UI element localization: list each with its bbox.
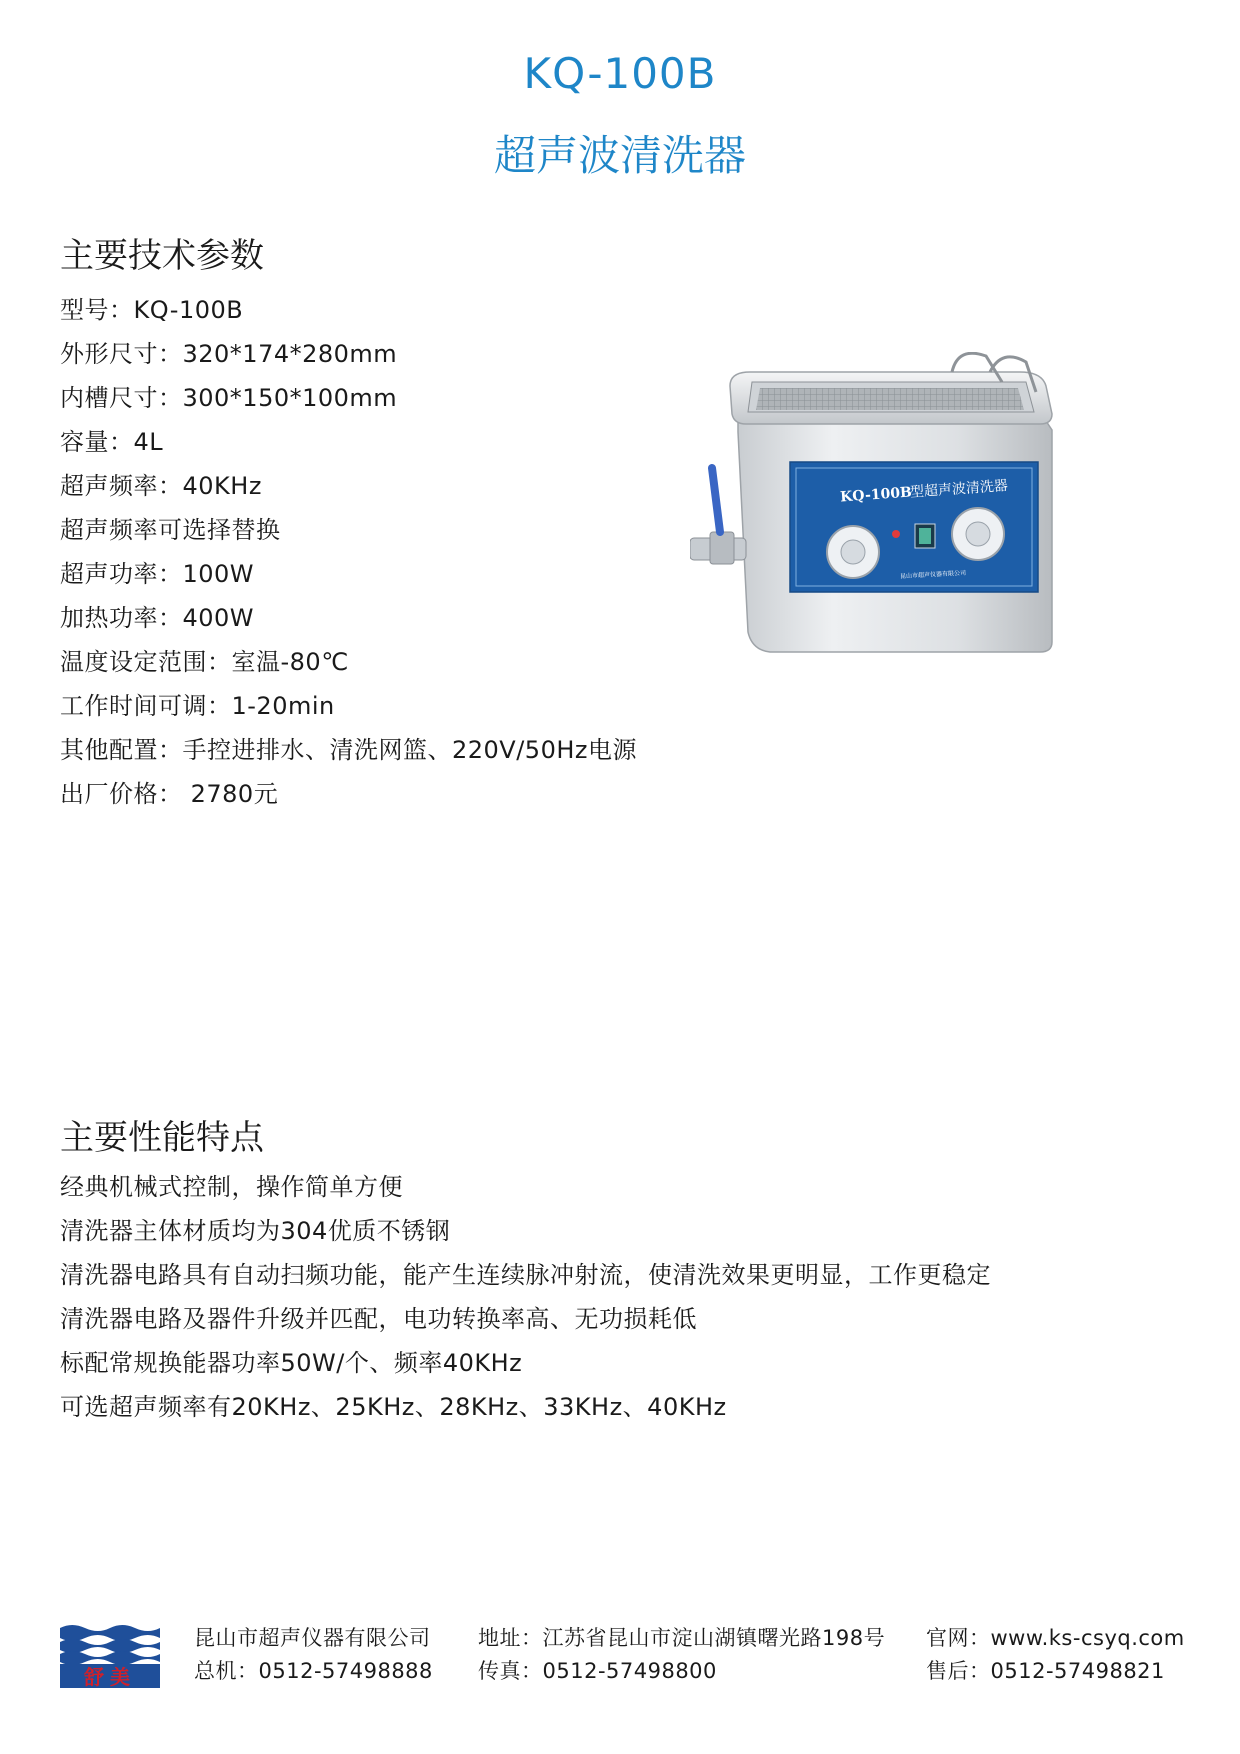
company-service-phone: 售后：0512-57498821 [926, 1659, 1165, 1683]
product-name-title: 超声波清洗器 [493, 131, 746, 180]
footer-web-column [926, 1622, 1185, 1688]
company-address: 地址：江苏省昆山市淀山湖镇曙光路198号 [478, 1626, 886, 1650]
spec-item: 超声功率：100W [60, 560, 255, 588]
feature-item: 标配常规换能器功率50W/个、频率40KHz [60, 1349, 523, 1377]
company-website: 官网：www.ks-csyq.com [926, 1626, 1185, 1650]
spec-item: 容量：4L [60, 428, 164, 456]
features-list [60, 1165, 991, 1429]
spec-item: 型号：KQ-100B [60, 296, 244, 324]
spec-item: 温度设定范围：室温-80℃ [60, 648, 349, 676]
feature-item: 清洗器电路具有自动扫频功能，能产生连续脉冲射流，使清洗效果更明显，工作更稳定 [60, 1261, 991, 1289]
company-phone: 总机：0512-57498888 [194, 1659, 433, 1683]
spec-item: 其他配置：手控进排水、清洗网篮、220V/50Hz电源 [60, 736, 637, 764]
footer-address-column [478, 1622, 885, 1688]
product-model-title: KQ-100B [523, 49, 717, 98]
company-name: 昆山市超声仪器有限公司 [194, 1626, 431, 1650]
specs-heading: 主要技术参数 [60, 236, 264, 276]
footer [0, 1620, 1240, 1690]
spec-item: 外形尺寸：320*174*280mm [60, 340, 398, 368]
spec-item: 超声频率：40KHz [60, 472, 262, 500]
features-heading: 主要性能特点 [60, 1118, 264, 1158]
spec-item: 超声频率可选择替换 [60, 516, 281, 544]
indicator-light-icon [892, 530, 900, 538]
spec-item: 内槽尺寸：300*150*100mm [60, 384, 398, 412]
feature-item: 经典机械式控制，操作简单方便 [60, 1173, 403, 1201]
company-logo-icon [60, 1620, 160, 1688]
feature-item: 清洗器主体材质均为304优质不锈钢 [60, 1217, 451, 1245]
spec-item: 加热功率：400W [60, 604, 255, 632]
panel-model-label: KQ-100B [839, 484, 913, 506]
title-block [0, 44, 1240, 186]
ultrasonic-cleaner-image [690, 352, 1090, 672]
feature-item: 清洗器电路及器件升级并匹配，电功转换率高、无功损耗低 [60, 1305, 697, 1333]
company-fax: 传真：0512-57498800 [478, 1659, 717, 1683]
spec-item: 工作时间可调：1-20min [60, 692, 335, 720]
feature-item: 可选超声频率有20KHz、25KHz、28KHz、33KHz、40KHz [60, 1393, 727, 1421]
spec-item: 出厂价格： 2780元 [60, 780, 279, 808]
logo-text: 舒美 [84, 1665, 136, 1688]
panel-maker-label: 昆山市超声仪器有限公司 [899, 569, 967, 581]
specs-list [60, 288, 637, 816]
panel-title-label: 型超声波清洗器 [909, 477, 1009, 501]
footer-company-column [194, 1622, 433, 1688]
